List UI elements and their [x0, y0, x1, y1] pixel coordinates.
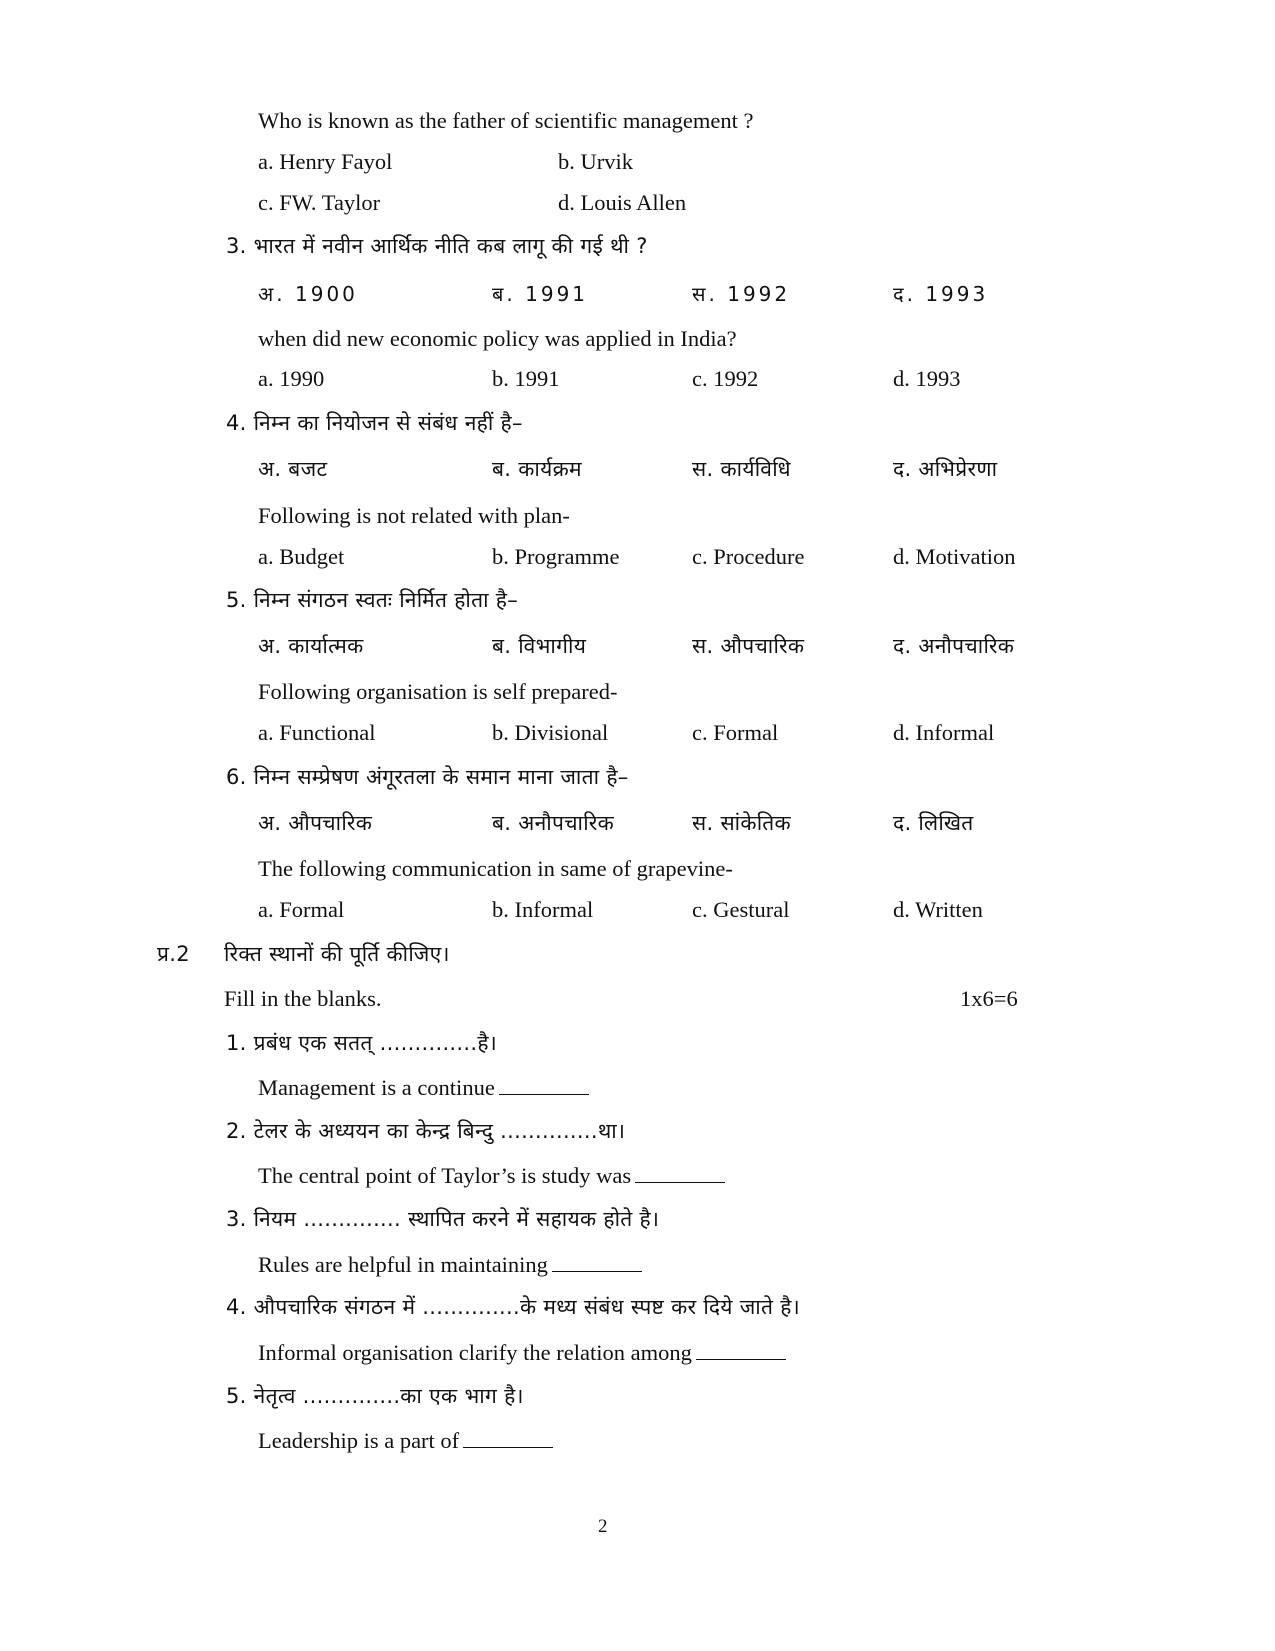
option-c: c. Formal — [692, 720, 779, 745]
answer-blank — [696, 1358, 786, 1360]
option-b: b. 1991 — [492, 366, 560, 391]
option-d: d. Motivation — [893, 544, 1016, 569]
option-c-hindi: स. औपचारिक — [692, 634, 805, 658]
option-d: d. 1993 — [893, 366, 961, 391]
option-d-hindi: द. लिखित — [893, 811, 974, 835]
option-a: a. Henry Fayol — [258, 149, 393, 174]
option-a-hindi: अ. 1900 — [258, 282, 358, 306]
answer-blank — [463, 1446, 553, 1448]
question-6-hindi: 6. निम्न सम्प्रेषण अंगूरतला के समान माना जाता है– — [226, 765, 629, 789]
blank-4-english: Informal organisation clarify the relation among — [258, 1342, 786, 1365]
blank-4-hindi: 4. औपचारिक संगठन में ..............के मध्य संबंध स्पष्ट कर दिये जाते है। — [226, 1295, 801, 1319]
option-c: c. FW. Taylor — [258, 190, 381, 215]
answer-blank — [499, 1093, 589, 1095]
section-2-label: प्र.2 — [157, 942, 190, 966]
option-c-hindi: स. कार्यविधि — [692, 457, 791, 481]
option-d: d. Louis Allen — [558, 190, 687, 215]
blank-2-hindi: 2. टेलर के अध्ययन का केन्द्र बिन्दु ..............था। — [226, 1119, 626, 1143]
blank-5-hindi: 5. नेतृत्व ..............का एक भाग है। — [226, 1384, 524, 1408]
option-d: d. Informal — [893, 720, 995, 745]
option-c: c. Gestural — [692, 897, 790, 922]
option-a-hindi: अ. औपचारिक — [258, 811, 373, 835]
option-a-hindi: अ. कार्यात्मक — [258, 634, 364, 658]
blank-1-hindi: 1. प्रबंध एक सतत् ..............है। — [226, 1031, 498, 1055]
answer-blank — [552, 1270, 642, 1272]
option-d-hindi: द. 1993 — [893, 282, 989, 306]
page-number: 2 — [598, 1516, 608, 1537]
question-4-hindi: 4. निम्न का नियोजन से संबंध नहीं है– — [226, 411, 523, 435]
blank-5-english: Leadership is a part of — [258, 1430, 553, 1453]
section-2-marks: 1x6=6 — [960, 986, 1018, 1011]
question-text-en: Who is known as the father of scientific management ? — [258, 108, 754, 133]
question-6-english: The following communication in same of grapevine- — [258, 856, 733, 881]
option-b: b. Divisional — [492, 720, 609, 745]
section-2-title-english: Fill in the blanks. — [224, 986, 382, 1011]
blank-1-english: Management is a continue — [258, 1077, 589, 1100]
option-d: d. Written — [893, 897, 983, 922]
question-3-hindi: 3. भारत में नवीन आर्थिक नीति कब लागू की गई थी ? — [226, 234, 648, 258]
option-b-hindi: ब. विभागीय — [492, 634, 587, 658]
option-b-hindi: ब. कार्यक्रम — [492, 457, 582, 481]
option-b: b. Programme — [492, 544, 620, 569]
section-2-title-hindi: रिक्त स्थानों की पूर्ति कीजिए। — [224, 942, 450, 966]
question-4-english: Following is not related with plan- — [258, 503, 570, 528]
question-3-english: when did new economic policy was applied in India? — [258, 326, 737, 351]
blank-3-hindi: 3. नियम .............. स्थापित करने में सहायक होते है। — [226, 1207, 660, 1231]
option-b-hindi: ब. 1991 — [492, 282, 589, 306]
question-5-english: Following organisation is self prepared- — [258, 679, 618, 704]
option-b: b. Informal — [492, 897, 594, 922]
option-a-hindi: अ. बजट — [258, 457, 328, 481]
blank-2-english: The central point of Taylor’s is study was — [258, 1165, 725, 1188]
option-a: a. Functional — [258, 720, 376, 745]
option-c: c. 1992 — [692, 366, 759, 391]
option-d-hindi: द. अभिप्रेरणा — [893, 457, 998, 481]
question-5-hindi: 5. निम्न संगठन स्वतः निर्मित होता है– — [226, 588, 519, 612]
option-c: c. Procedure — [692, 544, 805, 569]
answer-blank — [635, 1181, 725, 1183]
option-b: b. Urvik — [558, 149, 633, 174]
option-d-hindi: द. अनौपचारिक — [893, 634, 1015, 658]
option-c-hindi: स. 1992 — [692, 282, 791, 306]
option-b-hindi: ब. अनौपचारिक — [492, 811, 615, 835]
option-a: a. 1990 — [258, 366, 325, 391]
option-a: a. Formal — [258, 897, 345, 922]
option-c-hindi: स. सांकेतिक — [692, 811, 791, 835]
option-a: a. Budget — [258, 544, 345, 569]
blank-3-english: Rules are helpful in maintaining — [258, 1254, 642, 1277]
